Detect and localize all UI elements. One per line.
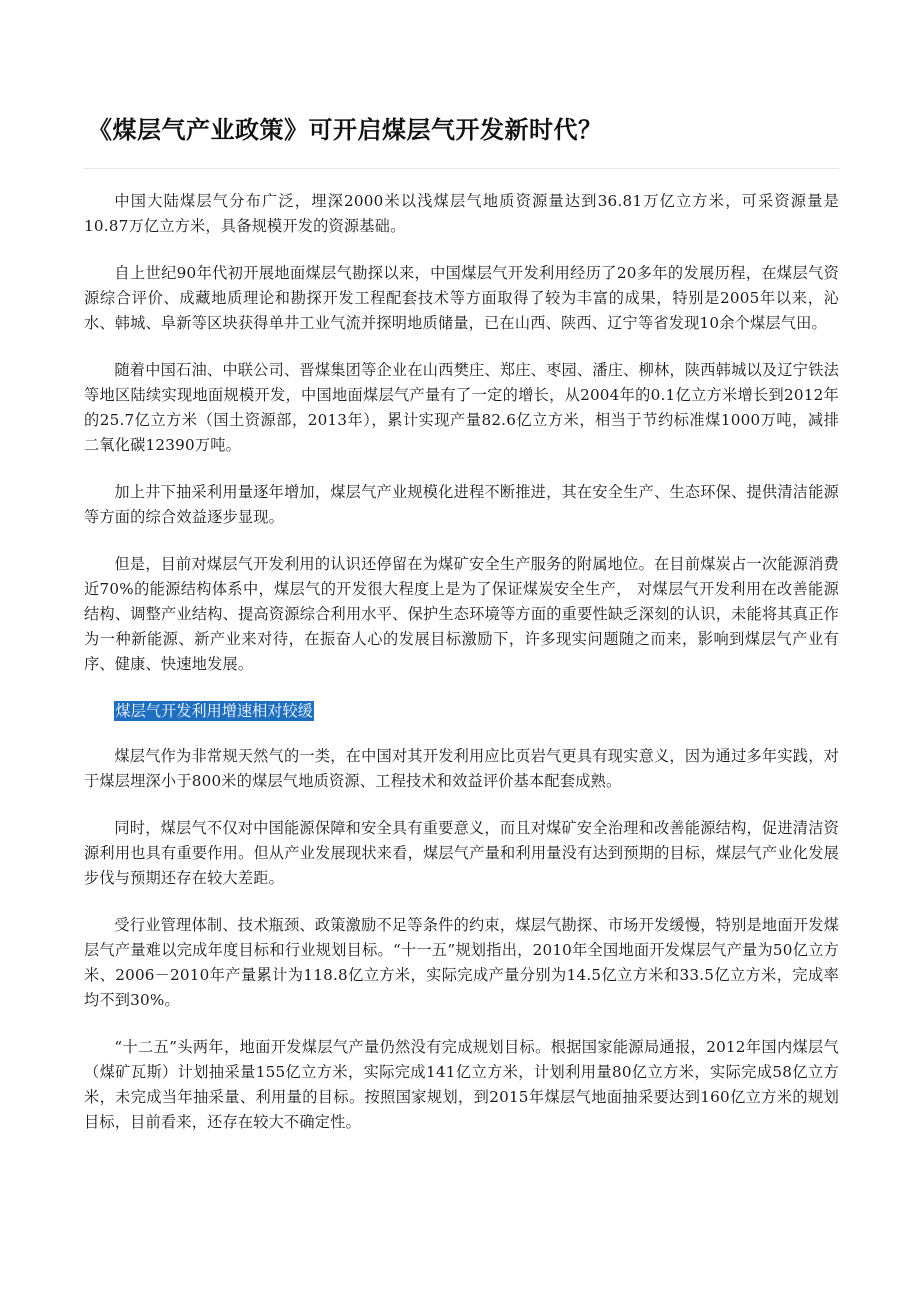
article-title: 《煤层气产业政策》可开启煤层气开发新时代？ — [88, 116, 603, 144]
section-heading — [84, 699, 839, 724]
paragraph-3: 随着中国石油、中联公司、晋煤集团等企业在山西樊庄、郑庄、枣园、潘庄、柳林，陕西韩城以及辽宁铁法等地区陆续实现地面规模开发，中国地面煤层气产量有了一定的增长，从2004年的0.1亿立方米增长到2012年的25.7亿立方米（国土资源部，2013年），累计实现产量82.6亿立方米，相当于节约标准煤1000万吨，减排二氧化碳12390万吨。 — [84, 361, 839, 454]
paragraph-4: 加上井下抽采利用量逐年增加，煤层气产业规模化进程不断推进，其在安全生产、生态环保、提供清洁能源等方面的综合效益逐步显现。 — [84, 483, 839, 526]
paragraph-1: 中国大陆煤层气分布广泛，埋深2000米以浅煤层气地质资源量达到36.81万亿立方米，可采资源量是10.87万亿立方米，具备规模开发的资源基础。 — [84, 192, 839, 235]
paragraph-2: 自上世纪90年代初开展地面煤层气勘探以来，中国煤层气开发利用经历了20多年的发展历程，在煤层气资源综合评价、成藏地质理论和勘探开发工程配套技术等方面取得了较为丰富的成果，特别是2005年以来，沁水、韩城、阜新等区块获得单井工业气流并探明地质储量，已在山西、陕西、辽宁等省发现10余个煤层气田。 — [84, 264, 839, 332]
paragraph-7: 同时，煤层气不仅对中国能源保障和安全具有重要意义，而且对煤矿安全治理和改善能源结构，促进清洁资源利用也具有重要作用。但从产业发展现状来看，煤层气产量和利用量没有达到预期的目标，煤层气产业化发展步伐与预期还存在较大差距。 — [84, 819, 839, 887]
title-divider — [84, 168, 839, 169]
section-heading-text: 煤层气开发利用增速相对较缓 — [115, 702, 313, 720]
paragraph-6: 煤层气作为非常规天然气的一类，在中国对其开发利用应比页岩气更具有现实意义，因为通过多年实践，对于煤层埋深小于800米的煤层气地质资源、工程技术和效益评价基本配套成熟。 — [84, 747, 839, 790]
article — [84, 110, 839, 1157]
paragraph-9: “十二五”头两年，地面开发煤层气产量仍然没有完成规划目标。根据国家能源局通报，2012年国内煤层气（煤矿瓦斯）计划抽采量155亿立方米，实际完成141亿立方米，计划利用量80亿立方米，实际完成58亿立方米，未完成当年抽采量、利用量的目标。按照国家规划，到2015年煤层气地面抽采要达到160亿立方米的规划目标，目前看来，还存在较大不确定性。 — [84, 1038, 839, 1131]
paragraph-5: 但是，目前对煤层气开发利用的认识还停留在为煤矿安全生产服务的附属地位。在目前煤炭占一次能源消费近70%的能源结构体系中，煤层气的开发很大程度上是为了保证煤炭安全生产， 对煤层气开发利用在改善能源结构、调整产业结构、提高资源综合利用水平、保护生态环境等方面的重要性缺乏深刻的认识，未能将其真正作为一种新能源、新产业来对待，在振奋人心的发展目标激励下，许多现实问题随之而来，影响到煤层气产业有序、健康、快速地发展。 — [84, 555, 839, 673]
paragraph-8: 受行业管理体制、技术瓶颈、政策激励不足等条件的约束，煤层气勘探、市场开发缓慢，特别是地面开发煤层气产量难以完成年度目标和行业规划目标。“十一五”规划指出，2010年全国地面开发煤层气产量为50亿立方米、2006－2010年产量累计为118.8亿立方米，实际完成产量分别为14.5亿立方米和33.5亿立方米，完成率均不到30%。 — [84, 916, 839, 1009]
